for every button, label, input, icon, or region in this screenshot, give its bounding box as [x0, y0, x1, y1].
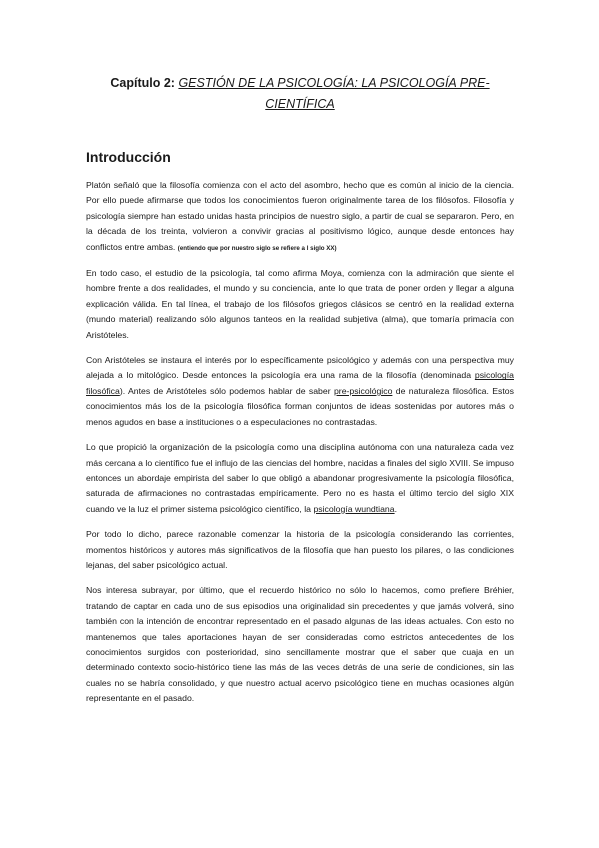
chapter-label: Capítulo 2: — [110, 76, 175, 90]
chapter-title — [86, 73, 514, 115]
chapter-title-link[interactable]: GESTIÓN DE LA PSICOLOGÍA: LA PSICOLOGÍA PRE-CIENTÍFICA — [178, 76, 490, 111]
section-heading: Introducción — [86, 149, 171, 165]
paragraph-3: Con Aristóteles se instaura el interés por lo específicamente psicológico y además con una perspectiva muy alejada a lo mitológico. Desde entonces la psicología era una rama de la filosofía (denominada psicología filosófica). Antes de Aristóteles sólo podemos hablar de saber pre-psicológico de naturaleza filosófica. Estos conocimientos más los de la psicología filosófica forman conjuntos de ideas sostenidas por autores más o menos agudos en base a instituciones o a especulaciones no contrastadas. — [86, 355, 514, 427]
link-pre-psicologico[interactable]: pre-psicológico — [333, 385, 393, 396]
paragraph-6: Nos interesa subrayar, por último, que el recuerdo histórico no sólo lo hacemos, como prefiere Bréhier, tratando de captar en cada uno de sus episodios una originalidad sin precedentes y que jamás volverá, sino también con la intención de encontrar representado en el pasado algunas de las ideas actuales. Con esto no mantenemos que tales aportaciones hayan de ser consideradas como estrictos antecedentes de los conocimientos surgidos con posterioridad, sino sencillamente mostrar que el saber que cuaja en un determinado contexto socio-histórico tiene las más de las veces detrás de una serie de condiciones, sin las cuales no se habría consolidado, y que nuestro actual acervo psicológico tiene en muchas ocasiones algún representante en el pasado. — [86, 585, 514, 704]
paragraph-2: En todo caso, el estudio de la psicología, tal como afirma Moya, comienza con la admiración que siente el hombre frente a dos realidades, el mundo y su conciencia, ante lo que trata de poner orden y llegar a alguna explicación válida. En tal línea, el trabajo de los filósofos griegos clásicos se centró en la realidad externa (mundo material) realizando sólo algunos tanteos en la realidad subjetiva (alma), que tomaría primacía con Aristóteles. — [86, 268, 514, 340]
paragraph-5: Por todo lo dicho, parece razonable comenzar la historia de la psicología considerando las corrientes, momentos históricos y autores más significativos de la filosofía que han puesto los pilares, o las condiciones lejanas, del saber psicológico actual. — [86, 529, 514, 570]
document-body — [86, 178, 514, 717]
link-psicologia-wundtiana[interactable]: psicología wundtiana — [313, 503, 395, 514]
link-psicologia-filosofica[interactable]: psicología filosófica — [86, 370, 514, 396]
paragraph-1: Platón señaló que la filosofía comienza con el acto del asombro, hecho que es común al inicio de la ciencia. Por ello puede afirmarse que todos los conocimientos fueron originalmente tarea de los filósofos. Filosofía y psicología siempre han estado unidas hasta principios de nuestro siglo, a partir de cual se separaron. Pero, en la década de los treinta, volvieron a convivir gracias al positivismo lógico, aunque desde entonces hay conflictos entre ambas. (entiendo que por nuestro siglo se refiere a l siglo XX) — [86, 180, 514, 252]
inline-note: (entiendo que por nuestro siglo se refiere a l siglo XX) — [177, 244, 337, 252]
paragraph-4: Lo que propició la organización de la psicología como una disciplina autónoma con una naturaleza cada vez más cercana a lo científico fue el influjo de las ciencias del hombre, nacidas a finales del siglo XVIII. Se impuso entonces un abordaje empirista del saber lo que obligó a abandonar progresivamente la psicología filosófica, saturada de afirmaciones no contrastadas empíricamente. Pero no es hasta el último tercio del siglo XIX cuando ve la luz el primer sistema psicológico científico, la psicología wundtiana. — [86, 442, 514, 514]
